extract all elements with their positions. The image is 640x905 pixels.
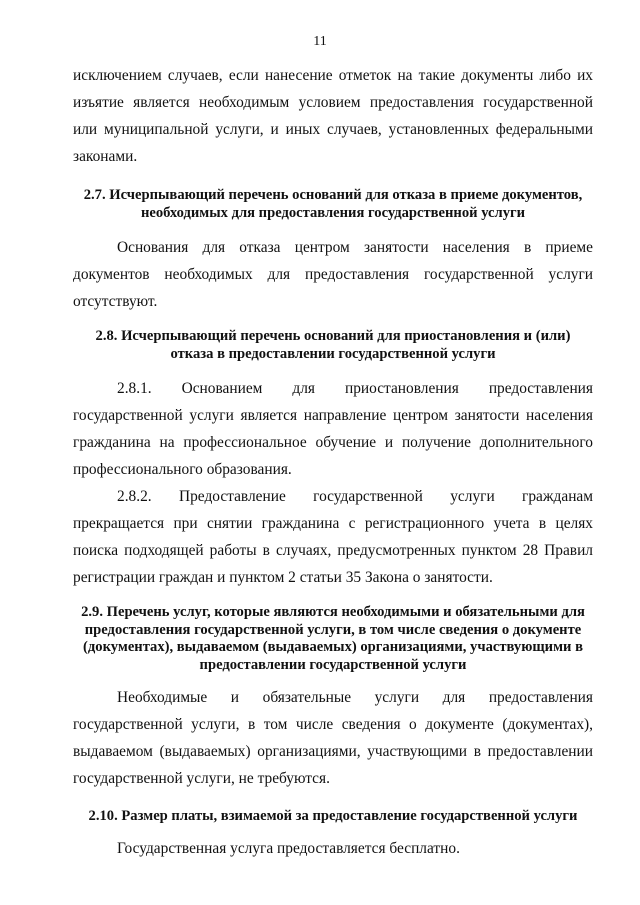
section-2-8-heading: 2.8. Исчерпывающий перечень оснований для приостановления и (или) отказа в предоставлении государственной услуги: [95, 328, 571, 362]
section-2-10-heading: 2.10. Размер платы, взимаемой за предоставление государственной услуги: [88, 808, 578, 824]
section-2-7-text: Основания для отказа центром занятости населения в приеме документов необходимых для предоставления государственной услуги отсутствуют.: [73, 239, 593, 310]
intro-paragraph: исключением случаев, если нанесение отметок на такие документы либо их изъятие является необходимым условием предоставления государственной или муниципальной услуги, и иных случаев, установленных федеральными законами.: [73, 67, 593, 165]
page-number: 11: [313, 34, 327, 49]
section-2-8-1-text: 2.8.1. Основанием для приостановления предоставления государственной услуги является направление центром занятости населения гражданина на профессиональное обучение и получение дополнительного профессионального образования.: [73, 380, 593, 478]
document-body: [73, 62, 593, 862]
section-2-8-2-text: 2.8.2. Предоставление государственной услуги гражданам прекращается при снятии гражданина с регистрационного учета в целях поиска подходящей работы в случаях, предусмотренных пунктом 28 Правил регистрации граждан и пунктом 2 статьи 35 Закона о занятости.: [73, 488, 593, 586]
section-2-9-text: Необходимые и обязательные услуги для предоставления государственной услуги, в том числе сведения о документе (документах), выдаваемом (выдаваемых) организациями, участвующими в предоставлении государственной услуги, не требуются.: [73, 689, 593, 787]
section-2-7-heading: 2.7. Исчерпывающий перечень оснований для отказа в приеме документов, необходимых для предоставления государственной услуги: [83, 187, 583, 221]
section-2-9-heading: 2.9. Перечень услуг, которые являются необходимыми и обязательными для предоставления государственной услуги, в том числе сведения о документе (документах), выдаваемом (выдаваемых) организациями, участвующими в предоставлении государственной услуги: [81, 604, 585, 673]
section-2-10-text: Государственная услуга предоставляется бесплатно.: [117, 839, 460, 857]
